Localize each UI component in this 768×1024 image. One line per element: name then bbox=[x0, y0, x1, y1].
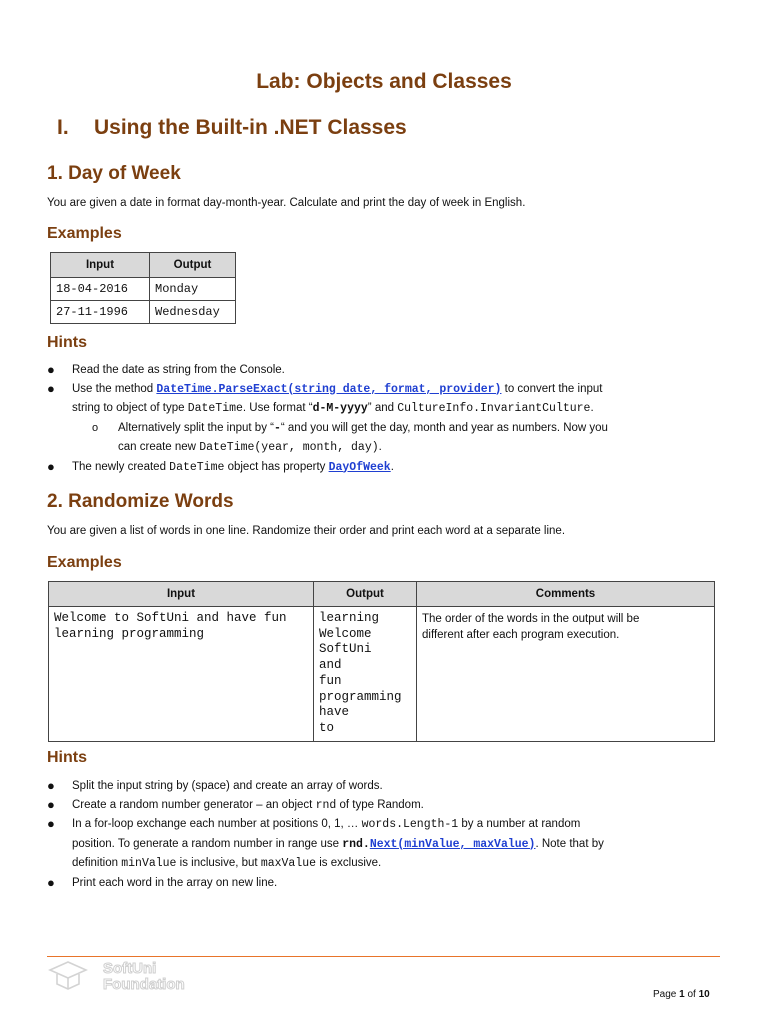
logo-text-softuni: SoftUni bbox=[103, 960, 157, 977]
table-cell-output: learning Welcome SoftUni and fun programming have to bbox=[314, 607, 417, 742]
problem2-hints-heading: Hints bbox=[47, 749, 87, 766]
sub-hint-item: o Alternatively split the input by “-“ and you will get the day, month and year as numbers. Now you can create new DateTime(year, month, day). bbox=[25, 419, 725, 458]
problem1-examples-heading: Examples bbox=[47, 225, 122, 242]
day-of-week-examples-table bbox=[50, 252, 236, 324]
problem1-hints-heading: Hints bbox=[47, 334, 87, 351]
table-cell-comments: The order of the words in the output will be different after each program execution. bbox=[417, 607, 715, 742]
random-next-link[interactable]: Next(minValue, maxValue) bbox=[369, 837, 536, 851]
problem1-hints-list bbox=[25, 361, 725, 477]
table-cell-input: 27-11-1996 bbox=[51, 301, 150, 324]
section-heading bbox=[57, 116, 407, 140]
dayofweek-link[interactable]: DayOfWeek bbox=[328, 460, 391, 474]
bullet-icon: ● bbox=[47, 380, 55, 396]
graduation-cap-icon bbox=[48, 958, 198, 992]
softuni-foundation-logo bbox=[48, 958, 198, 992]
hint-item: ● Print each word in the array on new line. bbox=[25, 874, 725, 893]
circle-bullet-icon: o bbox=[92, 421, 99, 434]
table-header-output: Output bbox=[314, 582, 417, 607]
section-title: Using the Built-in .NET Classes bbox=[94, 116, 407, 139]
table-header-row bbox=[49, 582, 715, 607]
table-row bbox=[51, 301, 236, 324]
problem1-description: You are given a date in format day-month-year. Calculate and print the day of week in English. bbox=[47, 197, 526, 209]
bullet-icon: ● bbox=[47, 362, 55, 377]
table-header-output: Output bbox=[150, 253, 236, 278]
hint-item: ● In a for-loop exchange each number at positions 0, 1, … words.Length-1 by a number at random position. To generate a random number in range use rnd.Next(minValue, maxValue). Note that by definition minValue is inclusive, but maxValue is exclusive. bbox=[47, 816, 604, 870]
problem2-hints-list bbox=[25, 777, 725, 892]
logo-text-foundation: Foundation bbox=[103, 976, 185, 992]
table-row bbox=[49, 607, 715, 742]
randomize-words-examples-table bbox=[48, 581, 715, 742]
table-header-input: Input bbox=[49, 582, 314, 607]
hint-item: ● Read the date as string from the Console. bbox=[25, 361, 725, 380]
table-cell-output: Monday bbox=[150, 278, 236, 301]
document-title: Lab: Objects and Classes bbox=[256, 70, 512, 93]
problem2-heading: 2. Randomize Words bbox=[47, 491, 234, 512]
table-header-comments: Comments bbox=[417, 582, 715, 607]
table-header-input: Input bbox=[51, 253, 150, 278]
table-cell-input: Welcome to SoftUni and have fun learning programming bbox=[49, 607, 314, 742]
table-cell-output: Wednesday bbox=[150, 301, 236, 324]
hint-item: ● Create a random number generator – an object rnd of type Random. bbox=[25, 796, 725, 816]
bullet-icon: ● bbox=[47, 796, 55, 812]
problem1-heading: 1. Day of Week bbox=[47, 163, 181, 184]
footer-divider bbox=[47, 956, 720, 957]
problem2-examples-heading: Examples bbox=[47, 554, 122, 571]
hint-item: ● The newly created DateTime object has property DayOfWeek. bbox=[25, 458, 725, 478]
parseexact-link[interactable]: DateTime.ParseExact(string date, format, provider) bbox=[156, 382, 502, 396]
bullet-icon: ● bbox=[47, 778, 55, 793]
section-number: I. bbox=[57, 116, 69, 139]
problem2-description: You are given a list of words in one line. Randomize their order and print each word at a separate line. bbox=[47, 525, 566, 537]
hint-item: ● Use the method DateTime.ParseExact(string date, format, provider) to convert the input string to object of type DateTime. Use format “d-M-yyyy” and CultureInfo.InvariantCulture. bbox=[47, 380, 603, 415]
page-number: Page 1 of 10 bbox=[653, 989, 710, 1000]
bullet-icon: ● bbox=[47, 816, 55, 831]
table-header-row bbox=[51, 253, 236, 278]
bullet-icon: ● bbox=[47, 458, 55, 474]
bullet-icon: ● bbox=[47, 874, 55, 890]
hint-item: ● Split the input string by (space) and create an array of words. bbox=[25, 777, 725, 796]
table-cell-input: 18-04-2016 bbox=[51, 278, 150, 301]
table-row bbox=[51, 278, 236, 301]
